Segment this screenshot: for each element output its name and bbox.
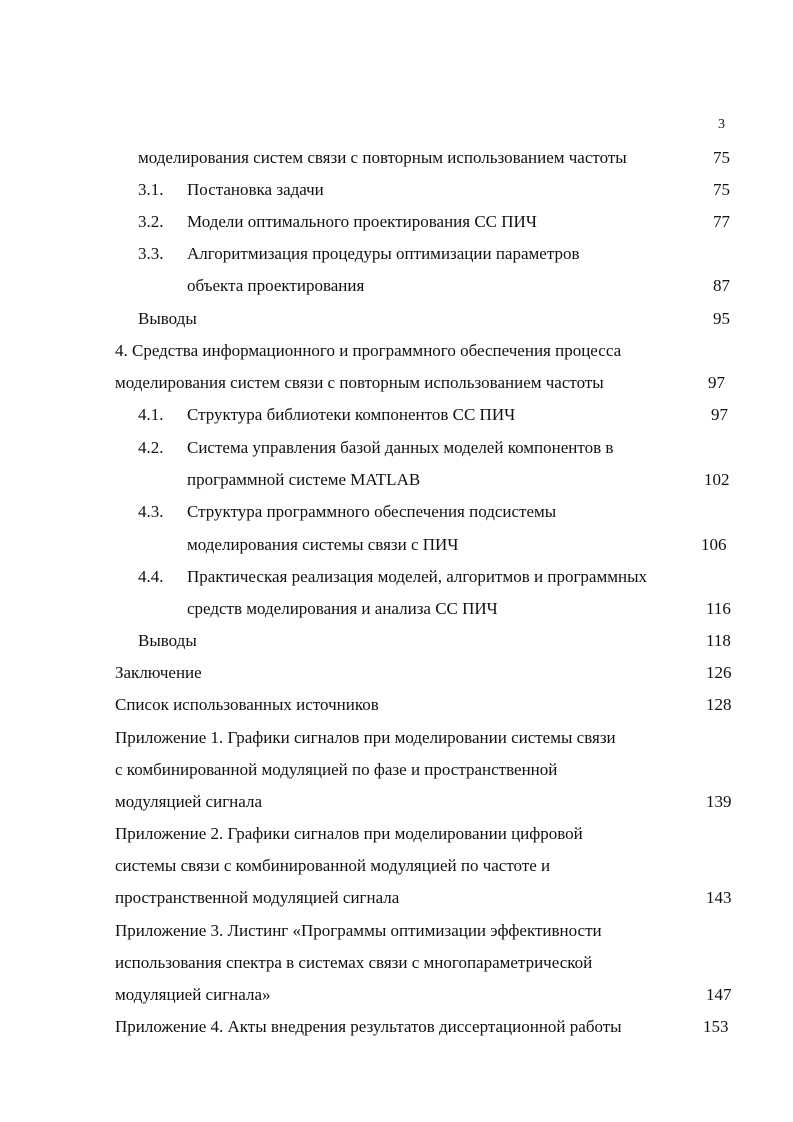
toc-line: средств моделирования и анализа СС ПИЧ — [187, 599, 498, 618]
toc-line: Приложение 4. Акты внедрения результатов диссертационной работы — [115, 1017, 622, 1036]
toc-line: Алгоритмизация процедуры оптимизации параметров — [187, 244, 580, 263]
toc-page-number: 75 — [713, 180, 730, 199]
page-number: 3 — [718, 117, 725, 132]
toc-line: Система управления базой данных моделей компонентов в — [187, 438, 614, 457]
toc-line: Выводы — [138, 309, 197, 328]
toc-line: Список использованных источников — [115, 695, 379, 714]
toc-page-number: 147 — [706, 985, 732, 1004]
toc-line: пространственной модуляцией сигнала — [115, 888, 400, 907]
toc-page-number: 97 — [711, 405, 728, 424]
toc-line: Приложение 2. Графики сигналов при моделировании цифровой — [115, 824, 583, 843]
toc-line: 4. Средства информационного и программного обеспечения процесса — [115, 341, 622, 360]
toc-line: моделирования систем связи с повторным использованием частоты — [115, 373, 604, 392]
toc-page-number: 106 — [701, 535, 727, 554]
toc-line: Модели оптимального проектирования СС ПИЧ — [187, 212, 537, 231]
toc-line: моделирования систем связи с повторным использованием частоты — [138, 148, 627, 167]
toc-line: моделирования системы связи с ПИЧ — [187, 535, 459, 554]
toc-page-number: 87 — [713, 276, 730, 295]
toc-line: модуляцией сигнала — [115, 792, 262, 811]
toc-line: Структура библиотеки компонентов СС ПИЧ — [187, 405, 516, 424]
toc-line: Приложение 3. Листинг «Программы оптимизации эффективности — [115, 921, 602, 940]
toc-section-number: 3.3. — [138, 244, 164, 263]
toc-page-number: 118 — [706, 631, 731, 650]
toc-section-number: 4.3. — [138, 502, 164, 521]
toc-page-number: 139 — [706, 792, 732, 811]
toc-page-number: 102 — [704, 470, 730, 489]
toc-section-number: 4.2. — [138, 438, 164, 457]
toc-line: Выводы — [138, 631, 197, 650]
toc-line: использования спектра в системах связи с многопараметрической — [115, 953, 593, 972]
toc-page-number: 116 — [706, 599, 731, 618]
toc-page-number: 95 — [713, 309, 730, 328]
toc-line: объекта проектирования — [187, 276, 365, 295]
toc-line: системы связи с комбинированной модуляцией по частоте и — [115, 856, 551, 875]
toc-page-number: 153 — [703, 1017, 729, 1036]
toc-line: программной системе MATLAB — [187, 470, 421, 489]
toc-line: Практическая реализация моделей, алгоритмов и программных — [187, 567, 647, 586]
toc-line: Заключение — [115, 663, 202, 682]
toc-section-number: 3.1. — [138, 180, 164, 199]
toc-page-number: 143 — [706, 888, 732, 907]
toc-section-number: 4.4. — [138, 567, 164, 586]
toc-page-number: 97 — [708, 373, 725, 392]
toc-line: Приложение 1. Графики сигналов при моделировании системы связи — [115, 728, 616, 747]
toc-page-number: 126 — [706, 663, 732, 682]
toc-line: Постановка задачи — [187, 180, 324, 199]
toc-section-number: 4.1. — [138, 405, 164, 424]
toc-line: модуляцией сигнала» — [115, 985, 271, 1004]
toc-line: с комбинированной модуляцией по фазе и пространственной — [115, 760, 558, 779]
toc-page-number: 128 — [706, 695, 732, 714]
toc-line: Структура программного обеспечения подсистемы — [187, 502, 557, 521]
toc-page-number: 75 — [713, 148, 730, 167]
toc-section-number: 3.2. — [138, 212, 164, 231]
toc-page-number: 77 — [713, 212, 730, 231]
